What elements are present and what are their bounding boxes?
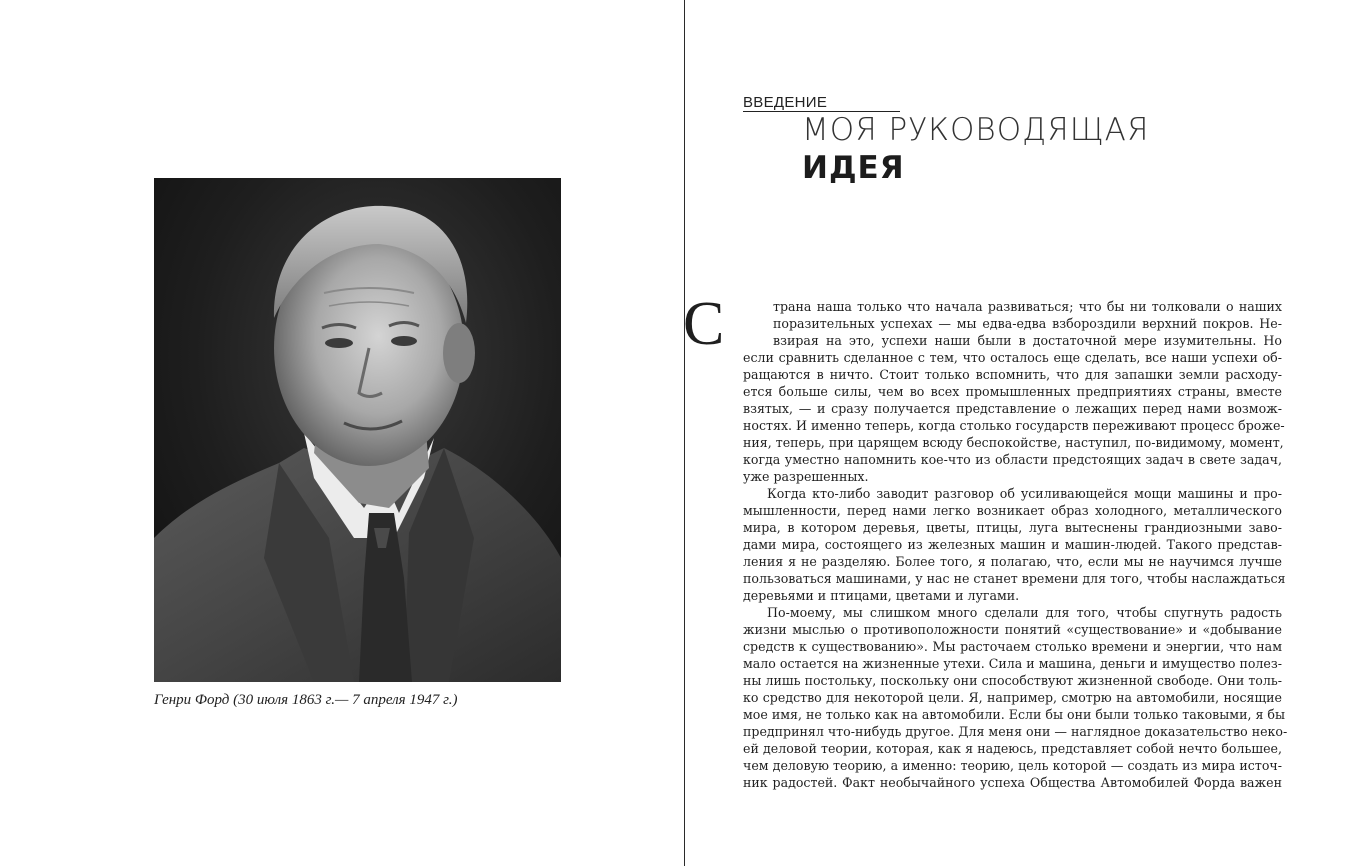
drop-cap: С bbox=[683, 290, 725, 358]
text-line: По-моему, мы слишком много сделали для того, чтобы спугнуть радость bbox=[767, 605, 1282, 620]
text-line: ностях. И именно теперь, когда столько государств переживают процесс броже- bbox=[743, 418, 1285, 433]
text-line: предпринял что-нибудь другое. Для меня они — наглядное доказательство неко- bbox=[743, 724, 1288, 739]
text-line: ны лишь постольку, поскольку они способствуют жизненной свободе. Они толь- bbox=[743, 673, 1282, 688]
text-line: мое имя, не только как на автомобили. Если бы они были только таковыми, я бы bbox=[743, 707, 1286, 722]
text-line: трана наша только что начала развиваться; что бы ни толковали о наших bbox=[773, 299, 1282, 314]
text-line: дами мира, состоящего из железных машин и машин-людей. Такого представ- bbox=[743, 537, 1282, 552]
text-line: деревьями и птицами, цветами и лугами. bbox=[743, 588, 1020, 603]
text-line: ления я не разделяю. Более того, я полагаю, что, если мы не научимся лучше bbox=[743, 554, 1282, 569]
text-line: ко средство для некоторой цели. Я, например, смотрю на автомобили, носящие bbox=[743, 690, 1282, 705]
photo-caption: Генри Форд (30 июля 1863 г.— 7 апреля 1947 г.) bbox=[154, 692, 458, 708]
chapter-label: ВВЕДЕНИЕ bbox=[743, 94, 828, 111]
portrait-illustration bbox=[154, 178, 561, 682]
portrait-photo bbox=[154, 178, 561, 682]
book-spine-divider bbox=[684, 0, 685, 866]
text-line: мира, в котором деревья, цветы, птицы, луга вытеснены грандиозными заво- bbox=[743, 520, 1282, 535]
text-line: взирая на это, успехи наши были в достаточной мере изумительны. Но bbox=[773, 333, 1282, 348]
text-line: ращаются в ничто. Стоит только вспомнить, что для запашки земли расходу- bbox=[743, 367, 1282, 382]
body-text bbox=[743, 298, 1288, 791]
text-line: взятых, — и сразу получается представление о лежащих перед нами возмож- bbox=[743, 401, 1282, 416]
text-line: средств к существованию». Мы расточаем столько времени и энергии, что нам bbox=[743, 639, 1282, 654]
chapter-title-line-2: ИДЕЯ bbox=[802, 150, 905, 186]
text-line: ей деловой теории, которая, как я надеюсь, представляет собой нечто большее, bbox=[743, 741, 1282, 756]
text-line: мышленности, перед нами легко возникает образ холодного, металлического bbox=[743, 503, 1282, 518]
text-line: ник радостей. Факт необычайного успеха Общества Автомобилей Форда важен bbox=[743, 775, 1282, 790]
text-line: чем деловую теорию, а именно: теорию, цель которой — создать из мира источ- bbox=[743, 758, 1282, 773]
right-page bbox=[683, 0, 1365, 866]
text-line: ния, теперь, при царящем всюду беспокойстве, наступил, по-видимому, момент, bbox=[743, 435, 1284, 450]
text-line: мало остается на жизненные утехи. Сила и машина, деньги и имущество полез- bbox=[743, 656, 1282, 671]
text-line: поразительных успехах — мы едва-едва взбороздили верхний покров. Не- bbox=[773, 316, 1282, 331]
text-line: Когда кто-либо заводит разговор об усиливающейся мощи машины и про- bbox=[767, 486, 1282, 501]
text-line: если сравнить сделанное с тем, что осталось еще сделать, все наши успехи об- bbox=[743, 350, 1282, 365]
text-line: пользоваться машинами, у нас не станет времени для того, чтобы наслаждаться bbox=[743, 571, 1286, 586]
text-line: когда уместно напомнить кое-что из области предстоящих задач в свете задач, bbox=[743, 452, 1282, 467]
text-line: ется больше силы, чем во всех промышленных предприятиях страны, вместе bbox=[743, 384, 1282, 399]
text-line: жизни мыслью о противоположности понятий «существование» и «добывание bbox=[743, 622, 1282, 637]
text-line: уже разрешенных. bbox=[743, 469, 869, 484]
chapter-title-line-1: МОЯ РУКОВОДЯЩАЯ bbox=[802, 112, 1150, 148]
